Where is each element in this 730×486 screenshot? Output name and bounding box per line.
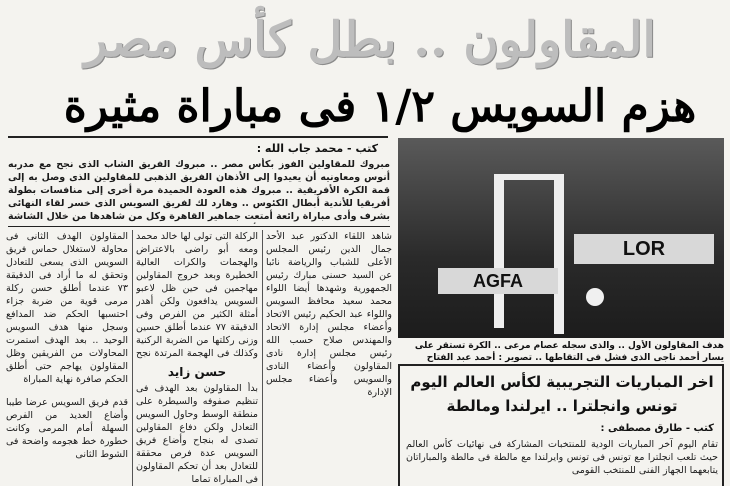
ad-board: LOR: [574, 234, 714, 264]
box-body: تقام اليوم آخر المباريات الودية للمنتخبات المشاركة فى نهائيات كأس العالم حيث تلعب انجلترا مع تونس فى تونس وايرلندا مع مالطة فى مالطة والمباراتان يتابعهما الجهاز الفنى للمنتخب القومى: [406, 439, 718, 476]
ball-icon: [586, 288, 604, 306]
column-divider: [132, 230, 133, 486]
kicker-headline: المقاولون .. بطل كأس مصر: [84, 12, 656, 68]
intro-paragraph: مبروك للمقاولين الفوز بكأس مصر .. مبروك الفريق الشاب الذى نجح مع مدربه أنوس ومعاونيه أن يعيدوا إلى الأذهان الفريق الذهبى للمقاولين الذى وصل به إلى قمة الكرة الأفريقية .. مبروك هذه العودة الحميدة مرة أخرى إلى منافسات بطولة أفريقيا للأندية أبطال الكئوس .. وهارد لك لفريق السويس الذى خسر لقاء النهائى بشرف وأدى مباراة رائعة أمتعت جماهير القاهرة وكل من شاهدها من خلال الشاشة: [8, 159, 390, 222]
photo-caption: هدف المقاولون الأول .. والذى سجله عصام مرعى .. الكرة تستقر على يسار أحمد ناجى الذى فشل فى التقاطها .. تصوير : أحمد عبد الفتاح: [414, 341, 724, 363]
sidebar-story-box: [398, 364, 724, 486]
goal-post: [554, 174, 564, 334]
article-column-2b: بدأ المقاولون بعد الهدف فى تنظيم صفوفه والسيطرة على منطقة الوسط وحاول السويس التعادل ولكن دفاع المقاولين تصدى له بنجاح وأضاع فريق السويس عدة فرص محققة للتعادل بعد أن تحكم المقاولون فى المباراة تماما: [136, 383, 258, 485]
article-column-3: المقاولون الهدف الثانى فى محاولة لاستغلال حماس فريق السويس الذى يسعى للتعادل وتحقق له ما أراد فى الدقيقة ٧٣ عندما أطلق حسن ركلة مرمى قوية من ضربة جزاء احتسبها الحكم ضد المدافع وسجل منها هدف السويس الوحيد .. بعد الهدف استمرت المحاولات من الفريقين وظل المقاولون يهاجم حتى أطلق الحكم صافرة نهاية المباراة: [6, 231, 128, 385]
box-byline: كتب - طارق مصطفى :: [600, 423, 714, 434]
article-column-1: شاهد اللقاء الدكتور عبد الأحد جمال الدين رئيس المجلس الأعلى للشباب والرياضة نائبا عن السيد حسنى مبارك رئيس الجمهورية وشهدها أيضا اللواء محمد سعيد محافظ السويس واللواء عبد الحكيم رئيس الاتحاد وأعضاء مجلس إدارة الاتحاد والمهندس صلاح حسب الله رئيس مجلس إدارة نادى المقاولون وأعضاء النادى والسويس وأعضاء مجلس الإدارة: [266, 231, 392, 398]
article-column-2: الركلة التى تولى لها خالد محمد ومعه أبو راضى بالاعتراض والهجمات والكرات العالية الخطيرة وبعد خروج المقاولين مهاجمين فى حين ظل لاعبو السويس يدافعون ولكن أهدر أمثلة الكثير من الفرص وفى الدقيقة ٧٧ عندما أطلق حسين وزنى ركلتها من الضربة الركنية وكذلك فى الهجمة المرتدة نجح: [136, 231, 258, 359]
goal-crossbar: [494, 174, 564, 180]
goal-post: [494, 178, 504, 328]
divider: [8, 136, 388, 138]
ad-board: AGFA: [438, 268, 558, 294]
box-headline-1: اخر المباريات التجريبية لكأس العالم اليوم: [410, 373, 714, 391]
box-headline-2: تونس وانجلترا .. ايرلندا ومالطة: [446, 397, 678, 415]
match-photo: [398, 138, 724, 338]
byline: كتب - محمد جاب الله :: [256, 142, 378, 155]
column-subhead: حسن زايد: [167, 365, 227, 379]
column-divider: [262, 230, 263, 486]
article-column-3b: قدم فريق السويس عرضا طيبا وأضاع العديد من الفرص السهلة أمام المرمى وكانت خطورة خط هجومه واضحة فى الشوط الثانى: [6, 397, 128, 460]
main-headline: هزم السويس ١/٢ فى مباراة مثيرة: [63, 81, 697, 132]
divider: [8, 226, 390, 227]
